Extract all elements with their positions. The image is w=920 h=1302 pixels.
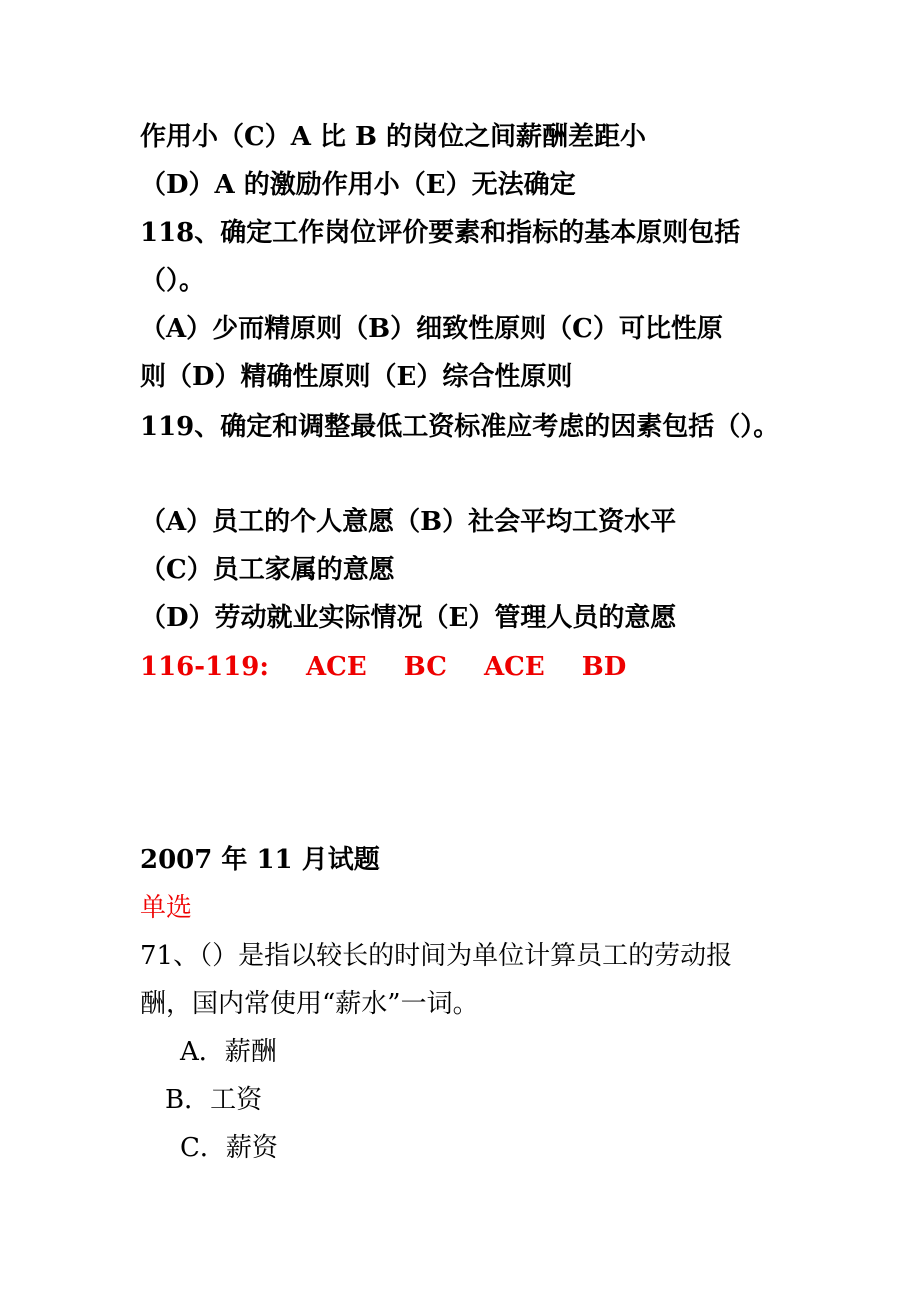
answer-range: 116-119: [140,652,269,682]
answer-118: ACE [483,652,545,682]
q71-stem-line-1: 71、（）是指以较长的时间为单位计算员工的劳动报 [140,941,733,971]
q118-stem-line-2: （）。 [140,266,206,296]
answer-117: BC [403,652,447,682]
q71-option-b: B．工资 [165,1085,263,1115]
answer-119: BD [581,652,627,682]
q118-options-line-1: （A）少而精原则（B）细致性原则（C）可比性原 [140,314,723,344]
answer-116: ACE [306,652,367,682]
q117-continuation-line-2: （D）A 的激励作用小（E）无法确定 [140,170,576,200]
q119-option-ab: （A）员工的个人意愿（B）社会平均工资水平 [140,507,677,537]
answer-key [140,650,654,684]
q118-stem-line-1: 118、确定工作岗位评价要素和指标的基本原则包括 [140,218,741,248]
q71-option-a: A．薪酬 [180,1037,277,1067]
q71-stem-line-2: 酬，国内常使用“薪水”一词。 [140,989,479,1019]
section-title: 2007 年 11 月试题 [140,845,380,875]
q119-stem: 119、确定和调整最低工资标准应考虑的因素包括（）。 [140,412,780,442]
q71-option-c: C．薪资 [180,1133,278,1163]
q119-option-c: （C）员工家属的意愿 [140,555,395,585]
question-type-label: 单选 [140,893,193,923]
q118-options-line-2: 则（D）精确性原则（E）综合性原则 [140,362,573,392]
q119-option-de: （D）劳动就业实际情况（E）管理人员的意愿 [140,603,677,633]
q117-continuation-line-1: 作用小（C）A 比 B 的岗位之间薪酬差距小 [140,122,646,152]
